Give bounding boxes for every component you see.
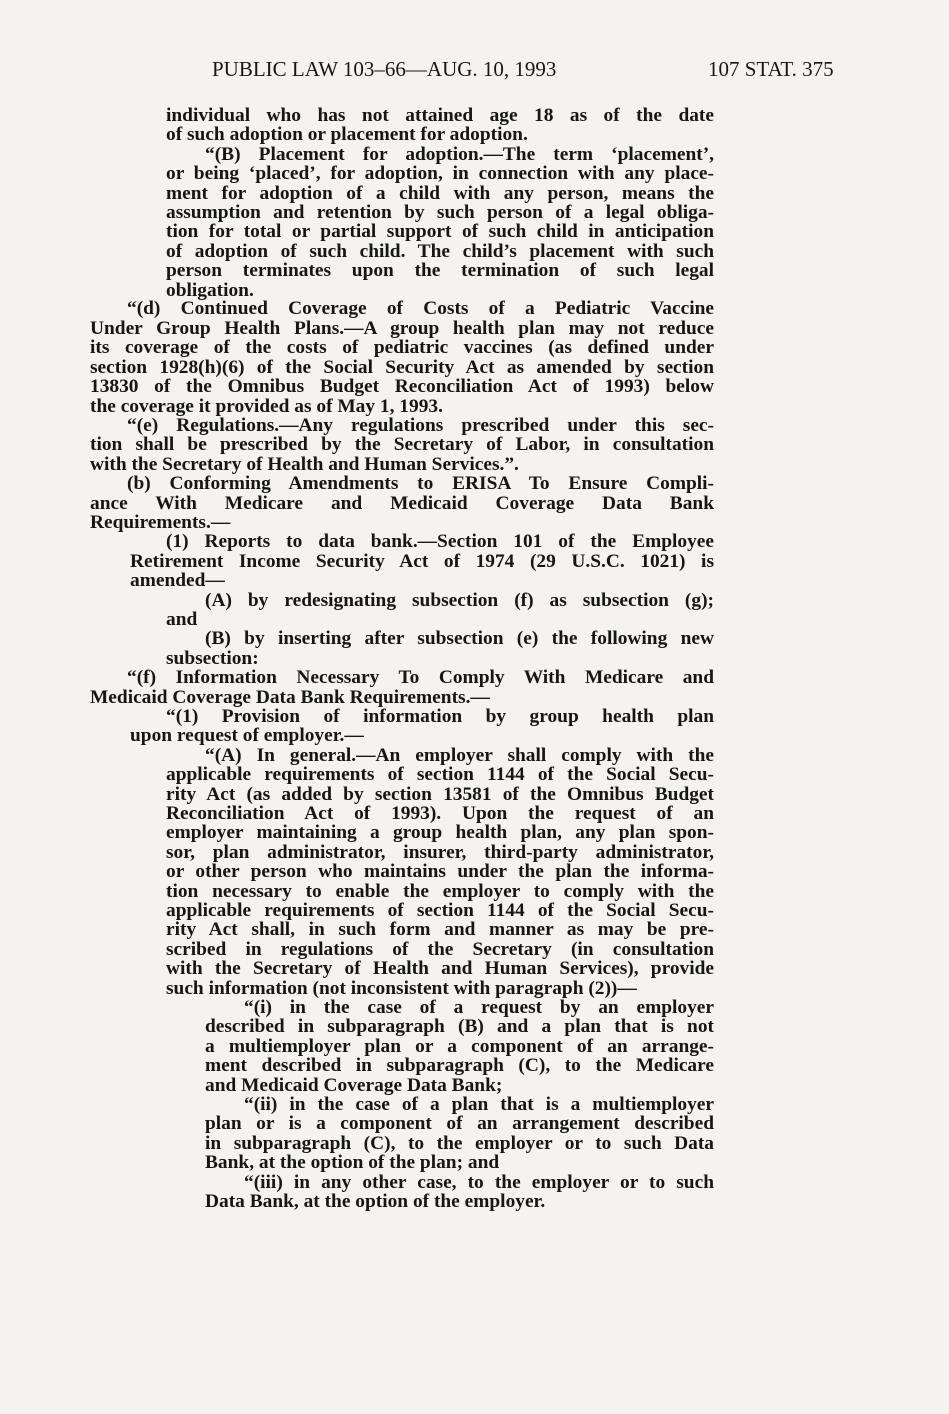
header-title: PUBLIC LAW 103–66—AUG. 10, 1993 — [212, 57, 557, 81]
text-line: in subparagraph (C), to the employer or to such Data — [205, 1133, 714, 1154]
text-line: Bank, at the option of the plan; and — [205, 1152, 500, 1173]
text-line: “(B) Placement for adoption.—The term ‘placement’, — [205, 143, 714, 165]
text-line: scribed in regulations of the Secretary (in consultation — [166, 939, 714, 960]
text-line: “(e) Regulations.—Any regulations prescribed under this sec- — [127, 415, 714, 436]
running-header — [0, 57, 949, 87]
text-line: amended— — [130, 570, 225, 591]
text-line: applicable requirements of section 1144 of the Social Secu- — [166, 764, 714, 785]
text-line: the coverage it provided as of May 1, 1993. — [90, 396, 443, 417]
text-line: “(iii) in any other case, to the employer or to such — [244, 1172, 714, 1193]
text-line: upon request of employer.— — [130, 725, 364, 746]
text-line: “(f) Information Necessary To Comply With Medicare and — [127, 667, 714, 688]
text-line: sor, plan administrator, insurer, third-party administrator, — [166, 842, 714, 863]
text-line: Data Bank, at the option of the employer. — [205, 1191, 546, 1212]
text-line: with the Secretary of Health and Human Services.”. — [90, 454, 519, 475]
text-line: a multiemployer plan or a component of an arrange- — [205, 1036, 714, 1057]
text-line: its coverage of the costs of pediatric vaccines (as defined under — [90, 337, 714, 358]
text-line: tion for total or partial support of such child in anticipation — [166, 221, 714, 243]
text-line: Requirements.— — [90, 512, 231, 533]
header-page-number: 107 STAT. 375 — [708, 57, 834, 81]
text-line: “(d) Continued Coverage of Costs of a Pediatric Vaccine — [127, 298, 714, 319]
text-line: and Medicaid Coverage Data Bank; — [205, 1075, 503, 1096]
text-line: of such adoption or placement for adoption. — [166, 124, 528, 146]
text-line: Medicaid Coverage Data Bank Requirements.— — [90, 687, 490, 708]
text-line: Retirement Income Security Act of 1974 (29 U.S.C. 1021) is — [130, 551, 714, 572]
text-line: person terminates upon the termination of such legal — [166, 260, 714, 282]
text-line: such information (not inconsistent with paragraph (2))— — [166, 978, 637, 999]
text-line: and — [166, 609, 198, 630]
text-line: rity Act shall, in such form and manner as may be pre- — [166, 919, 714, 940]
text-line: of adoption of such child. The child’s placement with such — [166, 240, 714, 262]
text-line: (1) Reports to data bank.—Section 101 of the Employee — [166, 531, 714, 552]
text-line: tion necessary to enable the employer to comply with the — [166, 881, 714, 902]
text-line: individual who has not attained age 18 as of the date — [166, 105, 714, 126]
text-line: subsection: — [166, 648, 259, 669]
text-line: ment described in subparagraph (C), to the Medicare — [205, 1055, 714, 1076]
text-line: ance With Medicare and Medicaid Coverage Data Bank — [90, 493, 714, 514]
text-line: obligation. — [166, 279, 254, 301]
text-line: or being ‘placed’, for adoption, in connection with any place- — [166, 163, 714, 185]
text-line: plan or is a component of an arrangement described — [205, 1113, 714, 1134]
text-line: with the Secretary of Health and Human Services), provide — [166, 958, 714, 979]
text-line: 13830 of the Omnibus Budget Reconciliation Act of 1993) below — [90, 376, 714, 397]
text-line: Under Group Health Plans.—A group health plan may not reduce — [90, 318, 714, 339]
text-line: “(A) In general.—An employer shall comply with the — [205, 745, 714, 766]
text-line: section 1928(h)(6) of the Social Security Act as amended by section — [90, 357, 714, 378]
text-line: ment for adoption of a child with any person, means the — [166, 182, 714, 204]
text-line: (A) by redesignating subsection (f) as subsection (g); — [205, 590, 714, 611]
text-line: tion shall be prescribed by the Secretary of Labor, in consultation — [90, 434, 714, 455]
text-line: “(i) in the case of a request by an employer — [244, 997, 714, 1018]
text-line: described in subparagraph (B) and a plan that is not — [205, 1016, 714, 1037]
text-line: “(1) Provision of information by group health plan — [166, 706, 714, 727]
text-line: (b) Conforming Amendments to ERISA To Ensure Compli- — [127, 473, 714, 494]
text-line: rity Act (as added by section 13581 of the Omnibus Budget — [166, 784, 714, 805]
text-line: employer maintaining a group health plan, any plan spon- — [166, 822, 714, 843]
text-line: applicable requirements of section 1144 of the Social Secu- — [166, 900, 714, 921]
text-line: (B) by inserting after subsection (e) the following new — [205, 628, 714, 649]
text-line: or other person who maintains under the plan the informa- — [166, 861, 714, 882]
text-line: assumption and retention by such person of a legal obliga- — [166, 202, 714, 223]
text-line: Reconciliation Act of 1993). Upon the request of an — [166, 803, 714, 824]
text-line: “(ii) in the case of a plan that is a multiemployer — [244, 1094, 714, 1115]
